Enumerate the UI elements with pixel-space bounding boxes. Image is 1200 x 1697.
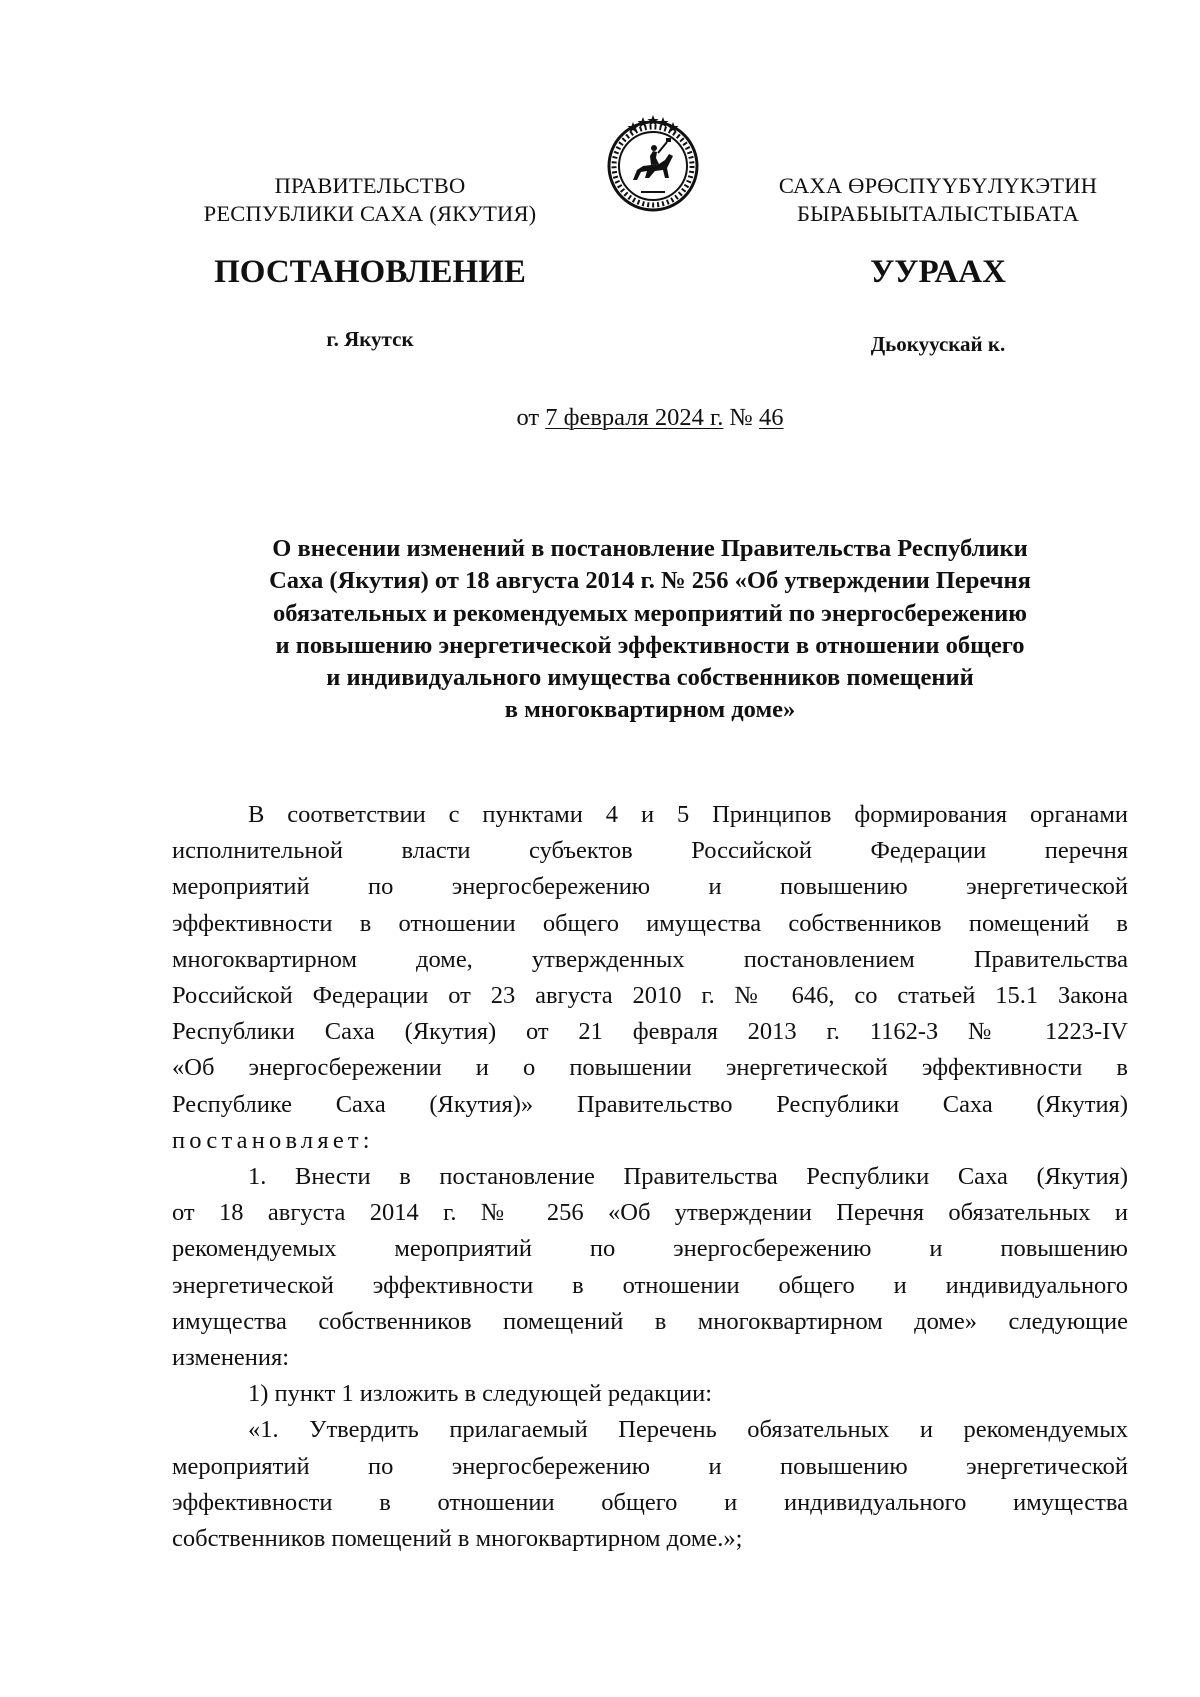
body-line: рекомендуемых мероприятий по энергосбережению и повышению — [172, 1235, 1128, 1263]
date-prefix: от — [516, 404, 540, 431]
document-number: 46 — [759, 404, 784, 431]
body-line: «Об энергосбережении и о повышении энергетической эффективности в — [172, 1054, 1128, 1082]
resolution-word: постановляет: — [172, 1126, 374, 1154]
body-line: изменения: — [172, 1344, 290, 1372]
doc-type-sakha: УУРААХ — [870, 254, 1006, 290]
body-line: Российской Федерации от 23 августа 2010 г. № 646, со статьей 15.1 Закона — [172, 982, 1128, 1010]
title-line: О внесении изменений в постановление Правительства Республики — [272, 535, 1028, 562]
title-line: и повышению энергетической эффективности в отношении общего — [275, 631, 1025, 659]
city-sakha: Дьокуускай к. — [870, 332, 1006, 356]
issuer-line: РЕСПУБЛИКИ САХА (ЯКУТИЯ) — [203, 201, 537, 226]
body-line: 1. Внести в постановление Правительства Республики Саха (Якутия) — [248, 1163, 1128, 1191]
body-line: 1) пункт 1 изложить в следующей редакции: — [248, 1380, 713, 1408]
title-line: Саха (Якутия) от 18 августа 2014 г. № 256 «Об утверждении Перечня — [269, 567, 1031, 595]
body-line: собственников помещений в многоквартирном доме.»; — [172, 1525, 743, 1553]
number-sign: № — [729, 404, 753, 431]
body-line: имущества собственников помещений в многоквартирном доме» следующие — [172, 1307, 1128, 1335]
document-date-number — [172, 402, 1128, 434]
issuer-name-sakha — [728, 172, 1148, 228]
body-line: «1. Утвердить прилагаемый Перечень обязательных и рекомендуемых — [248, 1416, 1128, 1444]
body-line: эффективности в отношении общего и индивидуального имущества — [172, 1488, 1128, 1516]
issuer-name-russian — [170, 172, 570, 228]
issuer-line: ПРАВИТЕЛЬСТВО — [274, 173, 466, 198]
body-line: Республики Саха (Якутия) от 21 февраля 2013 г. 1162-З № 1223-IV — [172, 1018, 1128, 1046]
body-line: В соответствии с пунктами 4 и 5 Принципов формирования органами — [248, 801, 1128, 828]
body-line: мероприятий по энергосбережению и повышению энергетической — [172, 1452, 1128, 1480]
body-line: от 18 августа 2014 г. № 256 «Об утверждении Перечня обязательных и — [172, 1199, 1128, 1227]
document-title — [172, 533, 1128, 727]
doc-type-russian: ПОСТАНОВЛЕНИЕ — [214, 254, 526, 290]
body-line: Республике Саха (Якутия)» Правительство Республики Саха (Якутия) — [172, 1090, 1128, 1118]
title-line: обязательных и рекомендуемых мероприятий по энергосбережению — [273, 599, 1027, 627]
document-date: 7 февраля 2024 г. — [545, 404, 724, 431]
issuer-line: БЫРАБЫЫТАЛЫСТЫБАТА — [796, 201, 1080, 226]
document-body — [172, 797, 1128, 1557]
title-line: в многоквартирном доме» — [504, 696, 796, 724]
body-line: многоквартирном доме, утвержденных постановлением Правительства — [172, 945, 1128, 973]
body-line: энергетической эффективности в отношении общего и индивидуального — [172, 1271, 1128, 1299]
body-line: исполнительной власти субъектов Российской Федерации перечня — [172, 837, 1128, 865]
coat-of-arms-icon — [603, 108, 703, 214]
title-line: и индивидуального имущества собственников помещений — [326, 664, 974, 692]
body-line: мероприятий по энергосбережению и повышению энергетической — [172, 873, 1128, 901]
city-russian: г. Якутск — [326, 327, 414, 351]
issuer-line: САХА ӨРӨСПҮҮБҮЛҮКЭТИН — [778, 173, 1098, 198]
body-line: эффективности в отношении общего имущества собственников помещений в — [172, 909, 1128, 937]
